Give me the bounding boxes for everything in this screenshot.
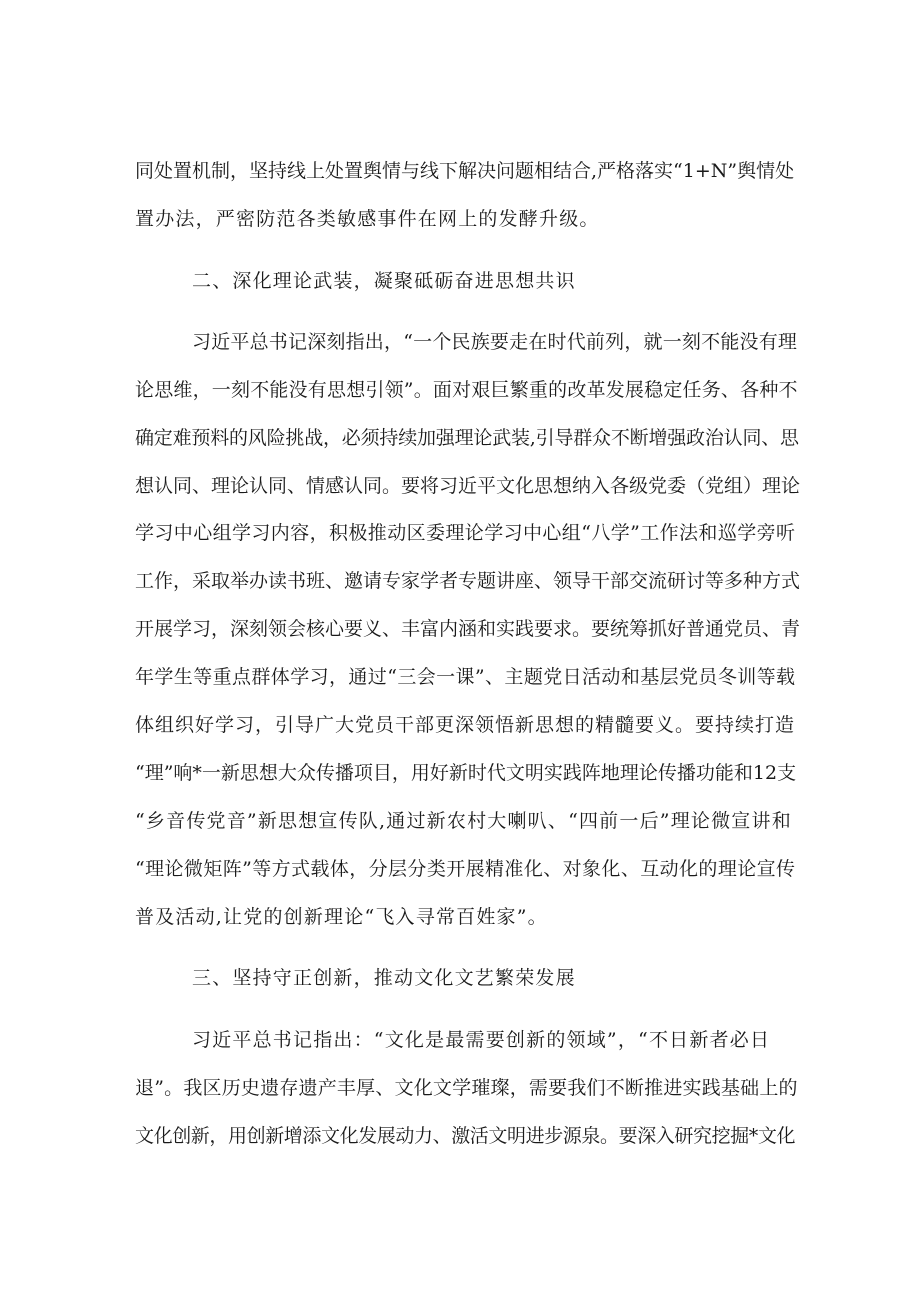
body-text-line: 文化创新，用创新增添文化发展动力、激活文明进步源泉。要深入研究挖掘*文化	[135, 1125, 796, 1147]
body-text-line: 想认同、理论认同、情感认同。要将习近平文化思想纳入各级党委（党组）理论	[135, 475, 801, 497]
body-text-line: 体组织好学习，引导广大党员干部更深领悟新思想的精髓要义。要持续打造	[135, 714, 796, 736]
body-text-line: 习近平总书记深刻指出，“一个民族要走在时代前列，就一刻不能没有理	[192, 331, 798, 353]
body-text-line: 习近平总书记指出：“文化是最需要创新的领域”，“不日新者必日	[192, 1029, 771, 1051]
body-text-line: 置办法，严密防范各类敏感事件在网上的发酵升级。	[135, 208, 600, 230]
body-text-line: 退”。我区历史遗存遗产丰厚、文化文学璀璨，需要我们不断推进实践基础上的	[135, 1077, 798, 1099]
body-text-line: 开展学习，深刻领会核心要义、丰富内涵和实践要求。要统筹抓好普通党员、青	[135, 618, 801, 640]
body-text-line: “理”响*一新思想大众传播项目，用好新时代文明实践阵地理论传播功能和12支	[135, 762, 797, 784]
body-text-line: 普及活动,让党的创新理论“飞入寻常百姓家”。	[135, 906, 548, 928]
body-text-line: 学习中心组学习内容，积极推动区委理论学习中心组“八学”工作法和巡学旁听	[135, 522, 796, 544]
body-text-line: 年学生等重点群体学习，通过“三会一课”、主题党日活动和基层党员冬训等载	[135, 666, 796, 688]
body-text-line: “理论微矩阵”等方式载体，分层分类开展精准化、对象化、互动化的理论宣传	[135, 858, 796, 880]
body-text-line: “乡音传党音”新思想宣传队,通过新农村大喇叭、“四前一后”理论微宣讲和	[135, 810, 792, 832]
section-heading: 二、深化理论武装，凝聚砥砺奋进思想共识	[192, 270, 576, 292]
body-text-line: 确定难预料的风险挑战，必须持续加强理论武装,引导群众不断增强政治认同、思	[135, 427, 799, 449]
body-text-line: 论思维，一刻不能没有思想引领”。面对艰巨繁重的改革发展稳定任务、各种不	[135, 379, 798, 401]
section-heading: 三、坚持守正创新，推动文化文艺繁荣发展	[192, 967, 576, 989]
body-text-line: 同处置机制，坚持线上处置舆情与线下解决问题相结合,严格落实“1+N”舆情处	[135, 160, 795, 182]
body-text-line: 工作，采取举办读书班、邀请专家学者专题讲座、领导干部交流研讨等多种方式	[135, 570, 801, 592]
